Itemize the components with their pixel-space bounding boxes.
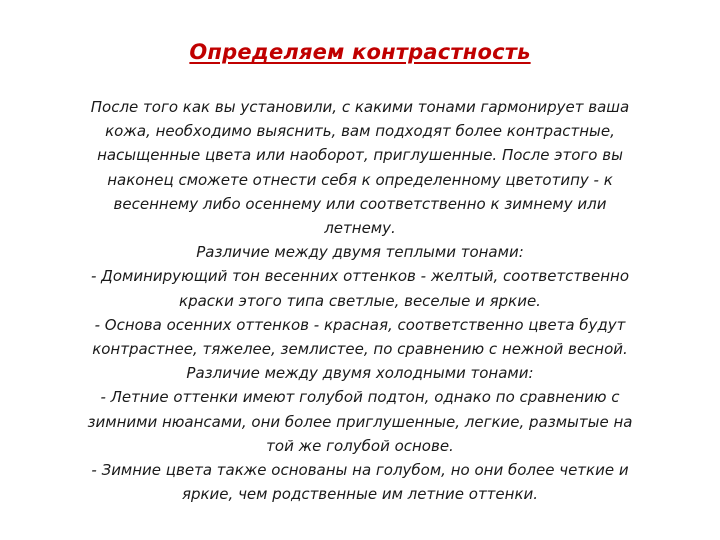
body-line: летнему.	[324, 219, 396, 238]
subheading-cold: Различие между двумя холодными тонами:	[186, 364, 534, 383]
body-line: - Летние оттенки имеют голубой подтон, однако по сравнению с	[100, 388, 620, 407]
slide-body-text	[30, 95, 690, 506]
body-line: После того как вы установили, с какими тонами гармонирует ваша	[90, 98, 630, 116]
body-line: - Зимние цвета также основаны на голубом, но они более четкие и	[91, 461, 629, 480]
body-line: яркие, чем родственные им летние оттенки.	[181, 485, 539, 504]
body-line: той же голубой основе.	[266, 436, 454, 455]
body-line: наконец сможете отнести себя к определенному цветотипу - к	[107, 170, 613, 189]
body-line: - Основа осенних оттенков - красная, соответственно цвета будут	[94, 315, 626, 334]
body-line: зимними нюансами, они более приглушенные, легкие, размытые на	[87, 412, 633, 431]
body-line: краски этого типа светлые, веселые и яркие.	[179, 291, 541, 310]
slide-title: Определяем контрастность	[189, 40, 531, 64]
body-line: насыщенные цвета или наоборот, приглушенные. После этого вы	[97, 146, 623, 165]
subheading-warm: Различие между двумя теплыми тонами:	[196, 243, 524, 262]
body-line: - Доминирующий тон весенних оттенков - желтый, соответственно	[90, 267, 630, 286]
body-line: весеннему либо осеннему или соответственно к зимнему или	[113, 194, 607, 213]
body-line: кожа, необходимо выяснить, вам подходят более контрастные,	[105, 122, 615, 141]
body-line: контрастнее, тяжелее, землистее, по сравнению с нежной весной.	[92, 340, 628, 359]
